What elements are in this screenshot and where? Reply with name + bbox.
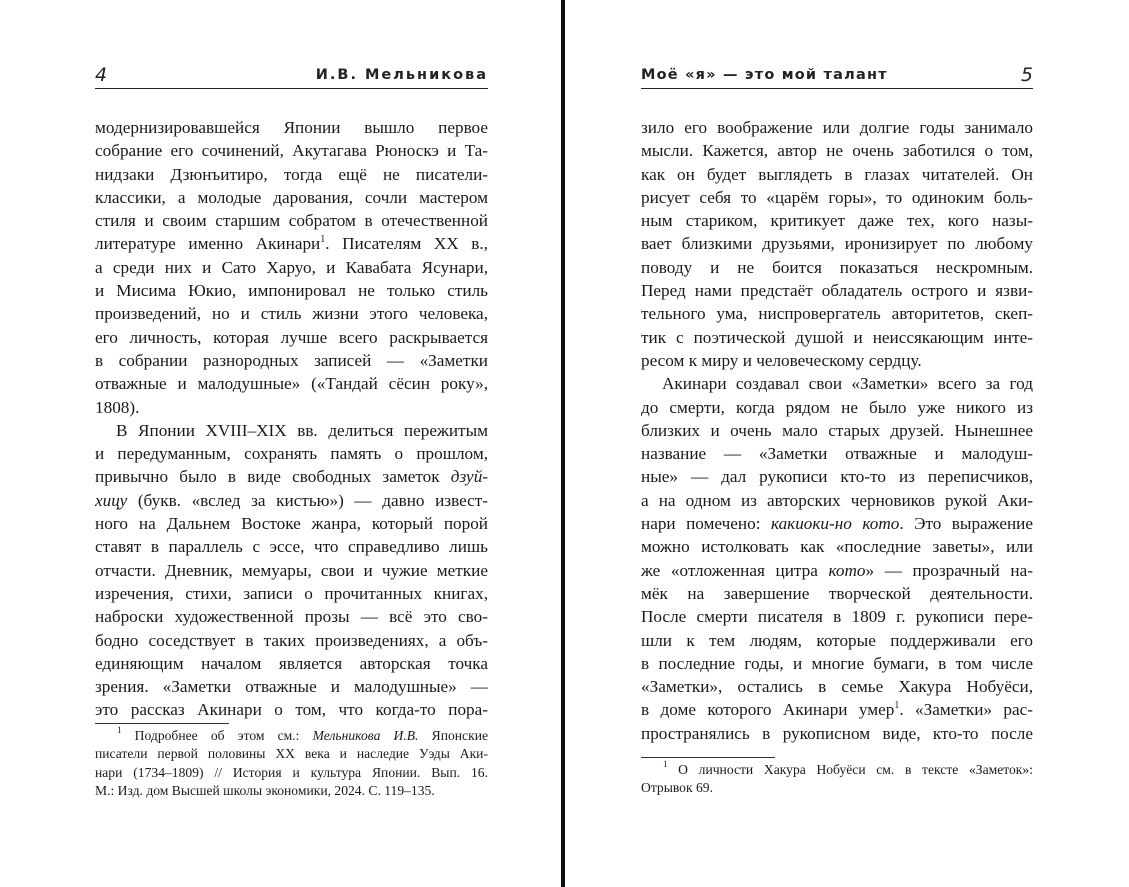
line-text: «Заметки», остались в семье Хакура Нобуёси, — [641, 677, 1033, 697]
line-text: ставят в параллель с эссе, что справедливо лишь — [95, 537, 488, 557]
italic-term: кото — [828, 560, 866, 580]
line-text: близких и очень мало старых друзей. Нынешнее — [641, 420, 1033, 440]
left-page — [95, 0, 488, 887]
text-line — [95, 652, 488, 675]
text-line — [641, 722, 1033, 745]
text-line — [641, 512, 1033, 535]
text-line — [95, 512, 488, 535]
line-text: . Это выражение — [899, 514, 1033, 534]
italic-term: хицу — [95, 490, 128, 510]
line-text: литературе именно Акинари — [95, 234, 321, 254]
line-text: В Японии XVIII–XIX вв. делиться пережитым — [116, 420, 488, 440]
text-line — [641, 232, 1033, 255]
line-text: пространялись в рукописном виде, кто-то после — [641, 723, 1033, 743]
line-text: и передуманным, сохранять память о прошлом, — [95, 444, 488, 464]
line-text: классики, а молодые дарования, сочли мастером — [95, 187, 488, 207]
line-text: ного на Дальнем Востоке жанра, который порой — [95, 514, 488, 534]
text-line — [641, 605, 1033, 628]
line-text: отчасти. Дневник, мемуары, свои и чужие меткие — [95, 560, 488, 580]
footnote-rule — [641, 757, 775, 758]
line-text: мёк на завершение творческой деятельности. — [641, 583, 1033, 603]
text-line — [641, 698, 1033, 721]
line-text: Перед нами предстаёт обладатель острого и язви- — [641, 281, 1033, 301]
line-text: 1808). — [95, 397, 140, 417]
line-text: шли к тем людям, которые поддерживали его — [641, 630, 1033, 650]
text-line — [95, 419, 488, 442]
text-line — [95, 302, 488, 325]
text-line — [95, 116, 488, 139]
line-text: а на одном из авторских черновиков рукой Аки- — [641, 490, 1033, 510]
footnote-line — [95, 782, 488, 800]
text-line — [95, 698, 488, 721]
line-text: в доме которого Акинари умер — [641, 700, 895, 720]
right-running-title: Моё «я» — это мой талант — [641, 67, 888, 83]
footnote-line — [95, 727, 488, 745]
text-line — [641, 279, 1033, 302]
footnote-text: нари (1734–1809) // История и культура Японии. Вып. 16. — [95, 764, 488, 780]
text-line — [641, 465, 1033, 488]
footnote-text: Отрывок 69. — [641, 780, 713, 796]
italic-term: Мельникова И.В. — [312, 728, 419, 743]
text-line — [641, 419, 1033, 442]
left-footnote — [95, 723, 488, 800]
text-line — [95, 605, 488, 628]
line-text: до смерти, когда рядом не было уже никого из — [641, 397, 1033, 417]
text-line — [95, 535, 488, 558]
text-line — [95, 442, 488, 465]
line-text: и Мисима Юкио, импонировал не только стиль — [95, 281, 488, 301]
line-text: произведений, но и стиль жизни этого человека, — [95, 304, 488, 324]
text-line — [641, 163, 1033, 186]
text-line — [641, 326, 1033, 349]
footnote-text: Подробнее об этом см.: — [121, 728, 313, 743]
footnote-line — [641, 779, 1033, 797]
text-line — [95, 256, 488, 279]
text-line — [641, 186, 1033, 209]
line-text: привычно было в виде свободных заметок — [95, 467, 440, 487]
line-text: мысли. Кажется, автор не очень заботился о том, — [641, 141, 1033, 161]
line-text: изречения, стихи, записи о прочитанных книгах, — [95, 583, 488, 603]
text-line — [641, 582, 1033, 605]
line-text: тик с поэтической душой и неиссякающим инте- — [641, 327, 1033, 347]
line-text: ные» — дал рукописи кто-то из переписчиков, — [641, 467, 1033, 487]
left-page-number: 4 — [95, 64, 108, 86]
text-line — [641, 629, 1033, 652]
line-text: можно истолковать как «последние заветы», или — [641, 537, 1033, 557]
text-line — [95, 629, 488, 652]
line-text: стиля и своим старшим собратом в отечественной — [95, 211, 488, 231]
text-line — [641, 302, 1033, 325]
text-line — [641, 372, 1033, 395]
text-line — [641, 209, 1033, 232]
line-text: . Писателям XX в., — [325, 234, 488, 254]
line-text: его личность, которая лучше всего раскрывается — [95, 327, 488, 347]
text-line — [95, 232, 488, 255]
text-line — [95, 163, 488, 186]
right-page — [641, 0, 1033, 887]
left-running-head — [95, 66, 488, 89]
right-page-number: 5 — [1020, 64, 1033, 86]
footnote-text: М.: Изд. дом Высшей школы экономики, 2024. С. 119–135. — [95, 782, 435, 798]
text-line — [641, 535, 1033, 558]
text-line — [95, 209, 488, 232]
line-text: бодно соседствует в таких произведениях, а объ- — [95, 630, 488, 650]
footnote-marker: 1 — [117, 725, 122, 736]
footnote-rule — [95, 723, 229, 724]
text-line — [95, 559, 488, 582]
line-text: рисует себя то «царём горы», то одиноким боль- — [641, 187, 1033, 207]
line-text: поводу и не боится показаться нескромным. — [641, 257, 1033, 277]
text-line — [641, 349, 1033, 372]
right-footnote — [641, 757, 1033, 798]
line-text: зрения. «Заметки отважные и малодушные» — — [95, 677, 488, 697]
line-text: нари помечено: — [641, 514, 771, 534]
text-line — [641, 652, 1033, 675]
text-line — [641, 559, 1033, 582]
footnote-marker: 1 — [663, 759, 668, 770]
line-text: наброски художественной прозы — всё это сво- — [95, 607, 488, 627]
text-line — [641, 675, 1033, 698]
text-line — [95, 675, 488, 698]
line-text: отважные и малодушные» («Тандай сёсин року», — [95, 374, 488, 394]
footnote-ref: 1 — [320, 233, 326, 245]
text-line — [95, 279, 488, 302]
text-line — [641, 256, 1033, 279]
line-text: же «отложенная цитра — [641, 560, 829, 580]
right-running-head — [641, 66, 1033, 89]
text-line — [95, 396, 488, 419]
text-line — [95, 582, 488, 605]
footnote-text: О личности Хакура Нобуёси см. в тексте «Заметок»: — [667, 762, 1033, 777]
italic-term: дзуй- — [439, 467, 489, 487]
book-spine — [561, 0, 565, 887]
line-text: нидзаки Дзюнъитиро, тогда ещё не писатели- — [95, 164, 488, 184]
text-line — [641, 489, 1033, 512]
line-text: как он будет выглядеть в глазах читателей. Он — [641, 164, 1033, 184]
italic-term: какиоки-но кото — [770, 514, 900, 534]
line-text: » — прозрачный на- — [865, 560, 1033, 580]
line-text: а среди них и Сато Харуо, и Кавабата Ясунари, — [95, 257, 488, 277]
text-line — [95, 372, 488, 395]
line-text: тельного ума, ниспровергатель авторитетов, скеп- — [641, 304, 1033, 324]
footnote-ref: 1 — [894, 699, 900, 711]
line-text: модернизировавшейся Японии вышло первое — [95, 118, 488, 137]
line-text: вает близкими друзьями, иронизирует по любому — [641, 234, 1033, 254]
line-text: единяющим началом является авторская точка — [95, 653, 488, 673]
text-line — [95, 489, 488, 512]
footnote-text: писатели первой половины XX века и наследие Уэды Аки- — [95, 746, 488, 762]
right-body-text — [641, 116, 1033, 745]
line-text: зило его воображение или долгие годы занимало — [641, 118, 1033, 137]
text-line — [641, 116, 1033, 139]
line-text: это рассказ Акинари о том, что когда-то пора- — [95, 700, 488, 720]
line-text: в собрании разнородных записей — «Заметки — [95, 350, 488, 370]
text-line — [95, 465, 488, 488]
line-text: в последние годы, и многие бумаги, в том числе — [641, 653, 1033, 673]
text-line — [641, 139, 1033, 162]
line-text: ресом к миру и человеческому сердцу. — [641, 350, 922, 370]
text-line — [95, 139, 488, 162]
footnote-line — [95, 764, 488, 782]
text-line — [95, 349, 488, 372]
left-running-title: И.В. Мельникова — [315, 67, 488, 83]
footnote-line — [641, 761, 1033, 779]
line-text: название — «Заметки отважные и малодуш- — [641, 444, 1033, 464]
line-text: собрание его сочинений, Акутагава Рюноскэ и Та- — [95, 141, 488, 161]
text-line — [641, 396, 1033, 419]
line-text: (букв. «вслед за кистью») — давно извест- — [127, 490, 488, 510]
text-line — [95, 326, 488, 349]
line-text: Акинари создавал свои «Заметки» всего за год — [662, 374, 1033, 394]
text-line — [641, 442, 1033, 465]
line-text: . «Заметки» рас- — [899, 700, 1033, 720]
footnote-line — [95, 745, 488, 763]
footnote-text: Японские — [418, 728, 489, 743]
line-text: После смерти писателя в 1809 г. рукописи пере- — [641, 607, 1033, 627]
line-text: ным стариком, критикует даже тех, кого назы- — [641, 211, 1033, 231]
text-line — [95, 186, 488, 209]
left-body-text — [95, 116, 488, 722]
